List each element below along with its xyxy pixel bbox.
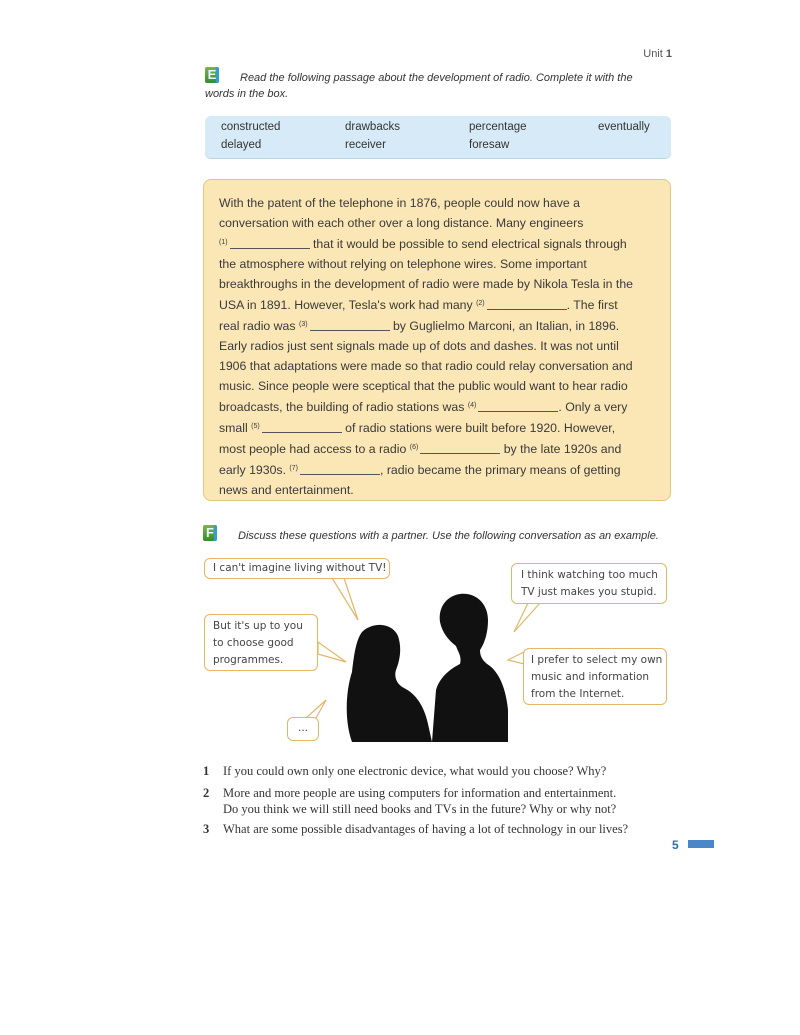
passage-line: [219, 294, 654, 315]
blank-1[interactable]: [230, 236, 310, 249]
passage-line: [219, 396, 654, 417]
question-number: 3: [203, 822, 210, 836]
question-1: [203, 763, 606, 779]
word-item: receiver: [345, 139, 386, 151]
passage-line: With the patent of the telephone in 1876, people could now have a: [219, 196, 580, 210]
passage-line: the atmosphere without relying on telephone wires. Some important: [219, 257, 587, 271]
passage-text: that it would be possible to send electrical signals through: [312, 237, 627, 251]
word-item: delayed: [221, 139, 262, 151]
man-silhouette: [432, 594, 508, 742]
bubble-tail: [306, 700, 326, 718]
word-item: percentage: [469, 121, 527, 133]
bubble-text: But it's up to you: [213, 620, 303, 632]
section-f-instruction: Discuss these questions with a partner. Use the following conversation as an example.: [238, 530, 659, 542]
passage-line: [219, 459, 654, 480]
unit-text: Unit: [643, 48, 663, 60]
bubble-text: TV just makes you stupid.: [521, 586, 657, 598]
passage-text: early 1930s.: [219, 463, 286, 477]
passage-text: of radio stations were built before 1920. However,: [345, 421, 616, 435]
reading-passage: [203, 179, 671, 501]
passage-text: , radio became the primary means of getting: [379, 463, 621, 477]
blank-number: (5): [251, 423, 260, 430]
bubble-text: ...: [298, 722, 309, 734]
passage-text: . Only a very: [558, 400, 628, 414]
passage-line: [219, 417, 654, 438]
passage-text: USA in 1891. However, Tesla's work had many: [219, 298, 473, 312]
blank-2[interactable]: [487, 297, 567, 310]
section-e-badge: E: [205, 67, 219, 83]
blank-number: (4): [467, 402, 477, 409]
bubble-text: I prefer to select my own: [531, 654, 663, 666]
passage-line: 1906 that adaptations were made so that radio could relay conversation and: [219, 359, 633, 373]
question-text: If you could own only one electronic device, what would you choose? Why?: [223, 764, 607, 778]
blank-3[interactable]: [310, 318, 390, 331]
speech-bubble-5: [287, 717, 319, 741]
bubble-tail: [514, 603, 540, 632]
question-text: Do you think we will still need books and TVs in the future? Why or why not?: [223, 802, 617, 816]
section-e-instruction-line1: Read the following passage about the development of radio. Complete it with the: [240, 72, 633, 84]
speech-bubble-2: [511, 563, 667, 604]
question-3: [203, 821, 628, 837]
passage-text: small: [219, 421, 248, 435]
passage-text: most people had access to a radio: [219, 442, 407, 456]
woman-silhouette: [347, 625, 432, 742]
question-text: More and more people are using computers for information and entertainment.: [223, 786, 617, 800]
word-box: [205, 116, 671, 158]
page-number: 5: [672, 838, 679, 852]
bubble-text: music and information: [531, 671, 650, 683]
blank-7[interactable]: [300, 462, 380, 475]
unit-label: [643, 48, 672, 60]
bubble-tail: [508, 652, 524, 664]
passage-line: [219, 438, 654, 459]
speech-bubble-3: [204, 614, 318, 671]
passage-text: broadcasts, the building of radio stations was: [219, 400, 465, 414]
passage-line: Early radios just sent signals made up of dots and dashes. It was not until: [219, 339, 619, 353]
question-text: What are some possible disadvantages of having a lot of technology in our lives?: [223, 822, 629, 836]
blank-6[interactable]: [420, 441, 500, 454]
passage-text: by Guglielmo Marconi, an Italian, in 1896.: [392, 319, 620, 333]
bubble-text: I think watching too much: [521, 569, 658, 581]
speech-bubble-4: [523, 648, 667, 705]
blank-number: (2): [476, 300, 485, 307]
passage-text: real radio was: [219, 319, 296, 333]
passage-text: by the late 1920s and: [503, 442, 622, 456]
page-number-bar: [688, 840, 714, 848]
passage-text: . The first: [566, 298, 618, 312]
blank-number: (6): [409, 444, 419, 451]
blank-number: (1): [219, 239, 228, 246]
word-item: foresaw: [469, 139, 510, 151]
question-2: [203, 785, 616, 817]
question-number: 2: [203, 786, 210, 800]
word-item: eventually: [598, 121, 650, 133]
blank-4[interactable]: [478, 399, 558, 412]
passage-line: [219, 233, 654, 254]
bubble-tail: [332, 578, 358, 620]
unit-number: 1: [665, 48, 672, 60]
bubble-text: from the Internet.: [531, 688, 625, 700]
bubble-tail: [318, 642, 346, 662]
passage-line: conversation with each other over a long distance. Many engineers: [219, 216, 584, 230]
blank-number: (7): [289, 465, 298, 472]
section-f-badge: F: [203, 525, 217, 541]
question-number: 1: [203, 764, 210, 778]
section-e-instruction-line2: words in the box.: [205, 88, 289, 100]
blank-number: (3): [298, 321, 308, 328]
passage-line: [219, 315, 654, 336]
bubble-text: programmes.: [213, 654, 284, 666]
passage-line: news and entertainment.: [219, 483, 354, 497]
blank-5[interactable]: [262, 420, 342, 433]
bubble-text: to choose good: [213, 637, 294, 649]
speech-bubble-1: [204, 558, 390, 579]
passage-line: breakthroughs in the development of radio were made by Nikola Tesla in the: [219, 277, 634, 291]
word-item: drawbacks: [345, 121, 400, 133]
word-item: constructed: [221, 121, 281, 133]
bubble-text: I can't imagine living without TV!: [213, 562, 387, 574]
passage-line: music. Since people were sceptical that the public would want to hear radio: [219, 379, 628, 393]
